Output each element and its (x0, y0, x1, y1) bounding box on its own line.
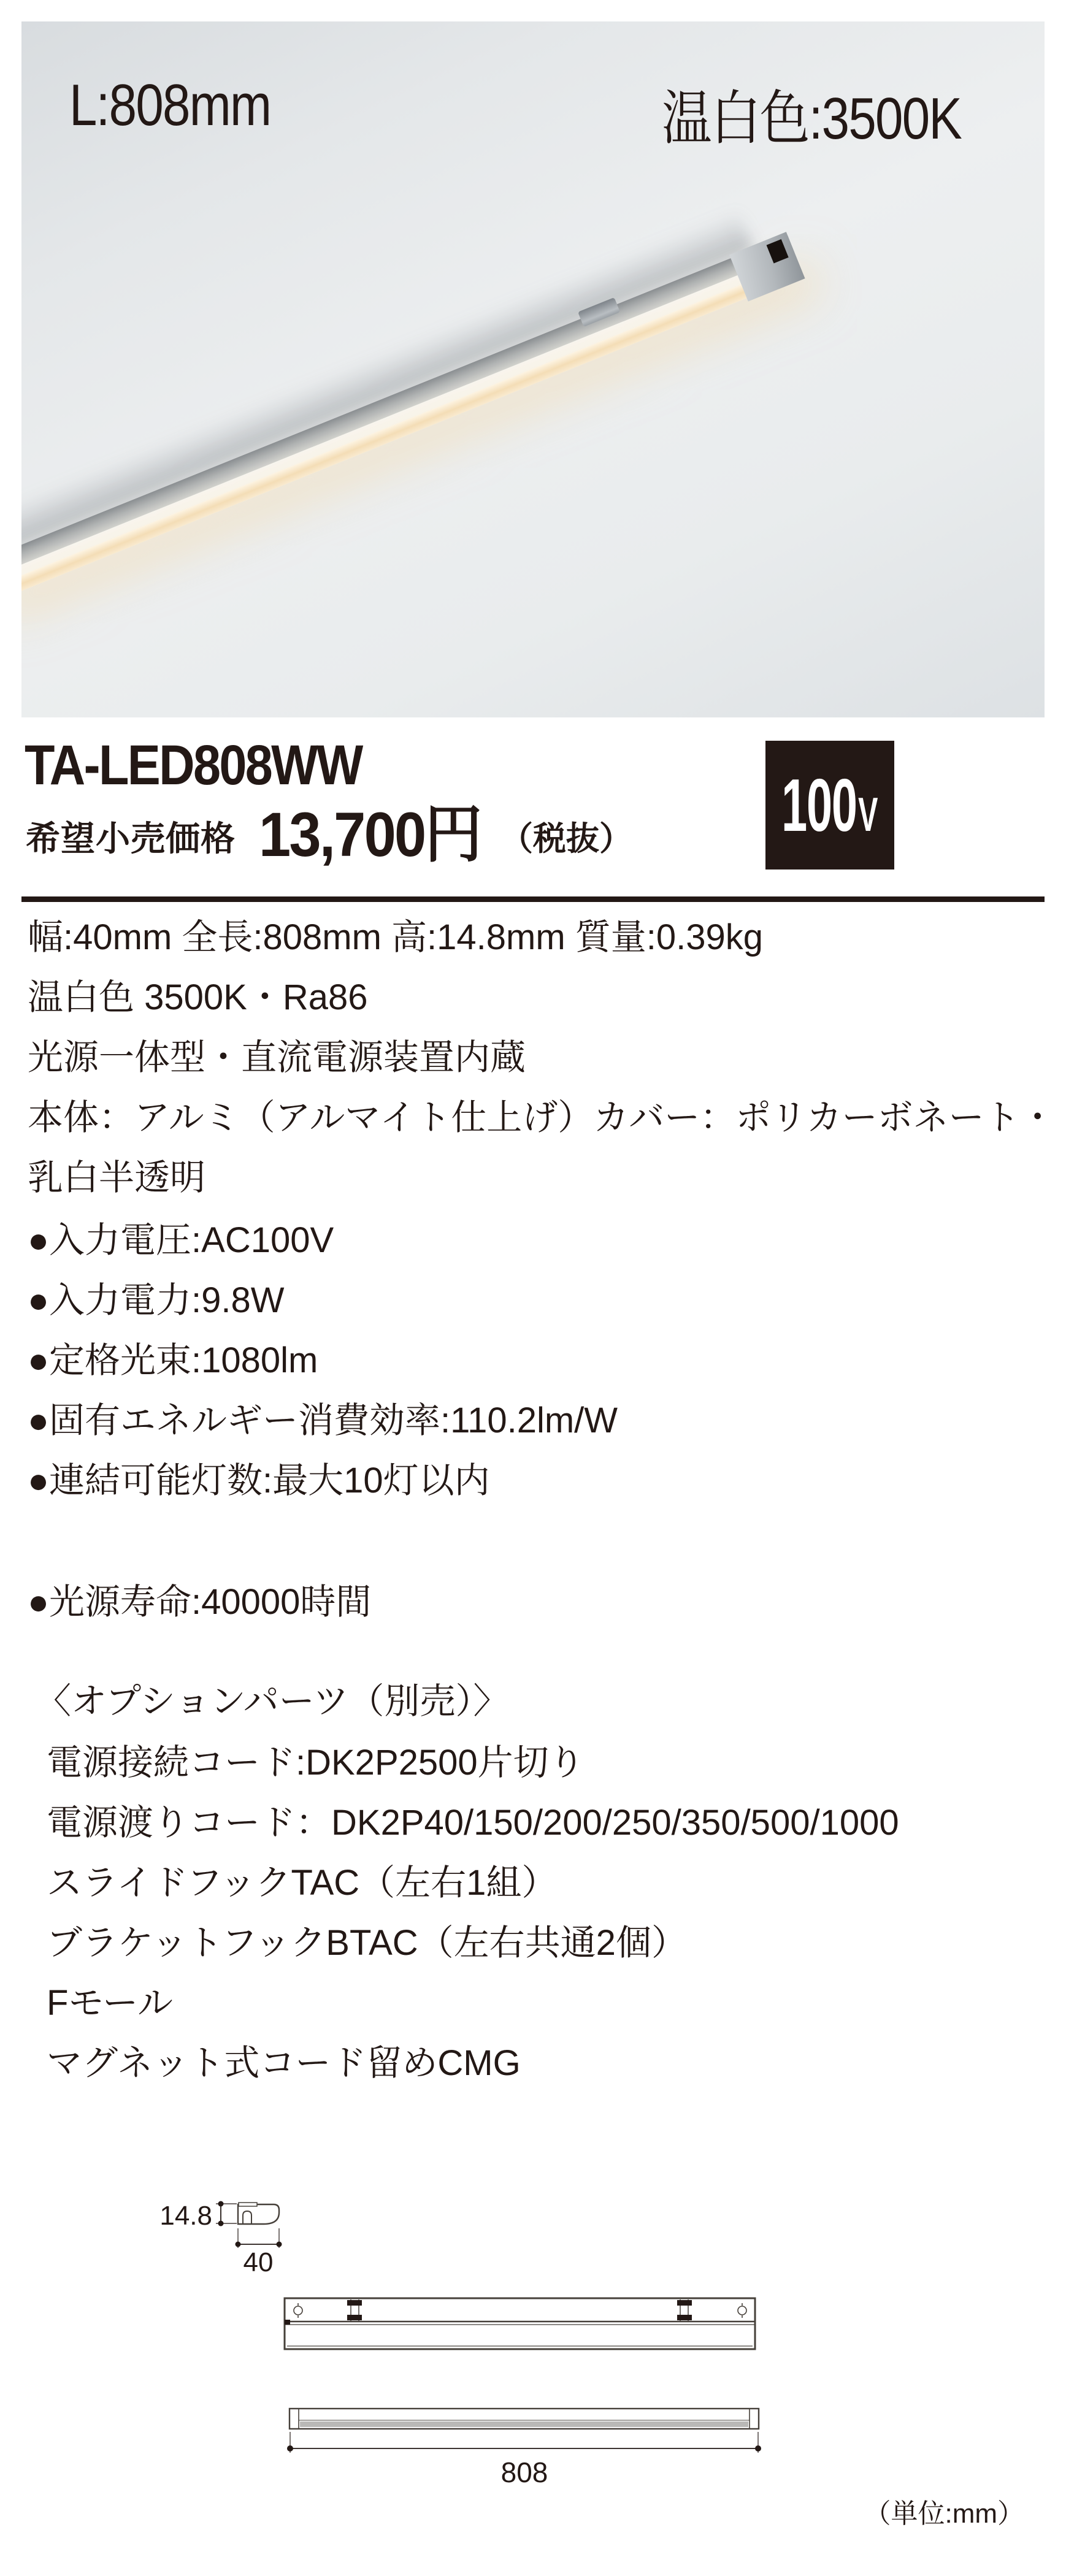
spec-materials-line2: 乳白半透明 (28, 1158, 206, 1198)
unit-note: （単位:mm） (864, 2499, 1024, 2529)
side-view-drawing (287, 2409, 761, 2488)
spec-color-temp: 温白色 3500K・Ra86 (28, 977, 368, 1017)
photo-label-length: L:808mm (69, 72, 271, 138)
cross-section-drawing (159, 2201, 282, 2277)
spec-input-power: ●入力電力:9.8W (28, 1280, 285, 1320)
voltage-badge (765, 741, 894, 869)
product-photo (21, 21, 1045, 717)
spec-max-connection: ●連結可能灯数:最大10灯以内 (28, 1461, 490, 1500)
options-heading: 〈オプションパーツ（別売）〉 (36, 1681, 509, 1721)
option-magnet-cord-clip: マグネット式コード留めCMG (47, 2043, 521, 2083)
spec-materials-line1: 本体：アルミ（アルマイト仕上げ）カバー：ポリカーボネート・ (28, 1098, 1056, 1137)
spec-lifetime: ●光源寿命:40000時間 (28, 1582, 372, 1622)
option-jumper-cord: 電源渡りコード：DK2P40/150/200/250/350/500/1000 (47, 1803, 899, 1843)
led-bar-photo (21, 235, 806, 603)
dim-length-label: 808 (500, 2456, 548, 2488)
bar-connector-socket (767, 239, 789, 263)
price-value: 13,700円 (259, 800, 481, 869)
voltage-badge-text (781, 762, 878, 848)
spec-energy-efficiency: ●固有エネルギー消費効率:110.2lm/W (28, 1401, 618, 1440)
option-slide-hook: スライドフックTAC（左右1組） (47, 1863, 558, 1903)
model-number: TA-LED808WW (25, 734, 362, 797)
price-label: 希望小売価格 (26, 819, 236, 858)
option-power-cord: 電源接続コード:DK2P2500片切り (47, 1743, 585, 1783)
option-f-mall: Fモール (47, 1983, 173, 2023)
spec-luminous-flux: ●定格光束:1080lm (28, 1340, 318, 1380)
dim-width-label: 40 (243, 2247, 274, 2277)
voltage-unit: V (858, 787, 878, 841)
bar-led-lens (21, 261, 803, 597)
price-tax-note: （税抜） (499, 820, 632, 857)
dim-height-label: 14.8 (159, 2201, 212, 2231)
option-bracket-hook: ブラケットフックBTAC（左右共通2個） (47, 1923, 687, 1963)
spec-dimensions: 幅:40mm 全長:808mm 高:14.8mm 質量:0.39kg (28, 917, 763, 957)
spec-light-source-type: 光源一体型・直流電源装置内蔵 (28, 1038, 526, 1077)
price-row (26, 800, 632, 869)
photo-label-color-temp: 温白色:3500K (662, 86, 962, 151)
divider-rule (21, 896, 1045, 902)
top-view-drawing (285, 2298, 755, 2349)
voltage-number: 100 (781, 763, 857, 847)
spec-input-voltage: ●入力電圧:AC100V (28, 1220, 334, 1260)
dimension-drawings (0, 2158, 1066, 2551)
